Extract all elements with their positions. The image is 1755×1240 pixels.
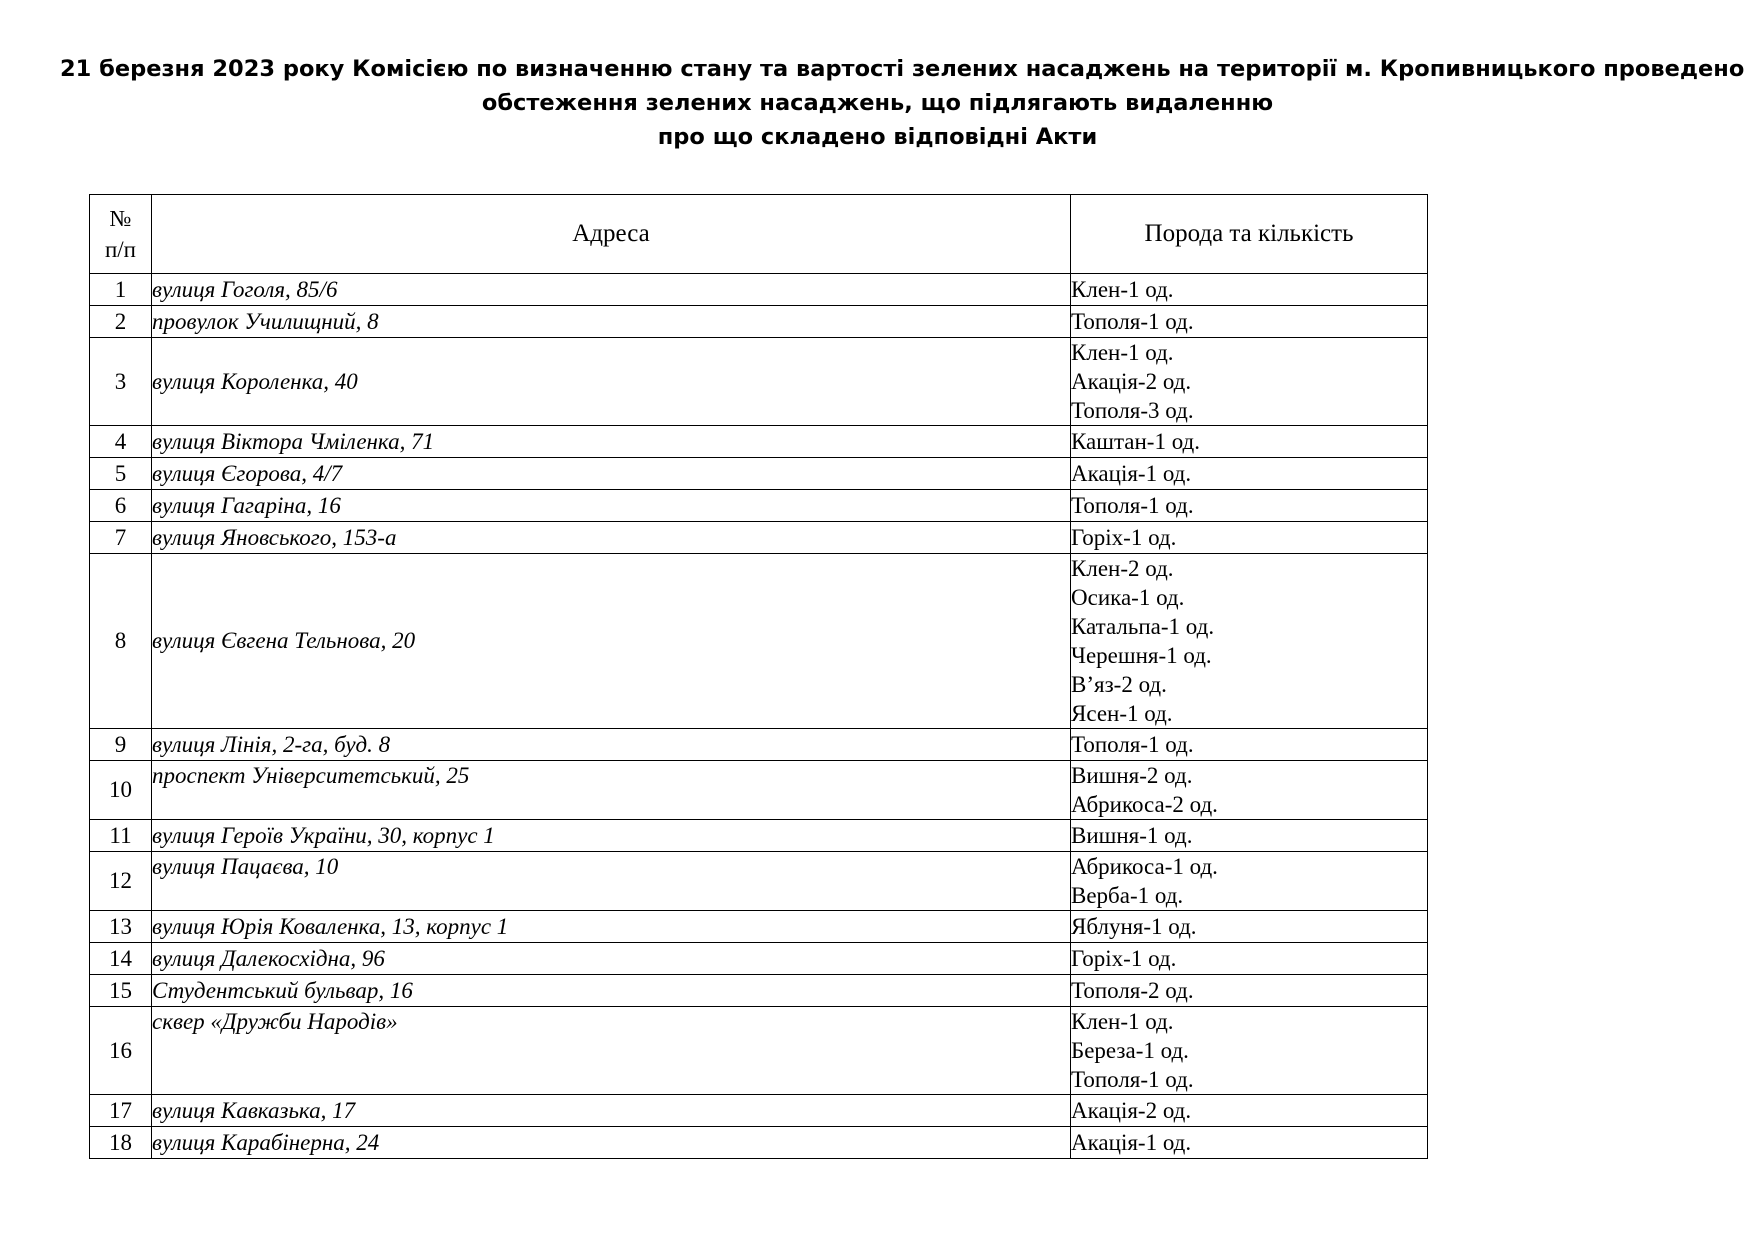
species-entry: Осика-1 од.: [1071, 585, 1185, 610]
row-species: [1071, 1127, 1428, 1159]
row-species: [1071, 1095, 1428, 1127]
row-number: 6: [90, 490, 152, 522]
row-address: вулиця Далекосхідна, 96: [152, 943, 1071, 975]
species-entry: Тополя-1 од.: [1071, 1067, 1194, 1092]
species-entry: Катальпа-1 од.: [1071, 614, 1215, 639]
table-row: [90, 820, 1428, 852]
row-number: 10: [90, 761, 152, 820]
species-entry: Акація-1 од.: [1071, 1130, 1192, 1155]
table-row: [90, 1095, 1428, 1127]
row-number: 18: [90, 1127, 152, 1159]
species-entry: Верба-1 од.: [1071, 883, 1184, 908]
row-species: [1071, 975, 1428, 1007]
table-row: [90, 306, 1428, 338]
row-number: 2: [90, 306, 152, 338]
species-entry: Клен-1 од.: [1071, 1009, 1174, 1034]
species-entry: Черешня-1 од.: [1071, 643, 1212, 668]
row-species: [1071, 306, 1428, 338]
row-address: вулиця Лінія, 2-га, буд. 8: [152, 729, 1071, 761]
species-entry: Клен-2 од.: [1071, 556, 1174, 581]
row-number: 4: [90, 426, 152, 458]
row-address: вулиця Юрія Коваленка, 13, корпус 1: [152, 911, 1071, 943]
row-address: вулиця Гоголя, 85/6: [152, 274, 1071, 306]
row-species: [1071, 820, 1428, 852]
column-header-address: Адреса: [152, 195, 1071, 274]
row-address: вулиця Короленка, 40: [152, 338, 1071, 426]
species-entry: Акація-2 од.: [1071, 1098, 1192, 1123]
row-number: 1: [90, 274, 152, 306]
row-species: [1071, 426, 1428, 458]
species-entry: Клен-1 од.: [1071, 277, 1174, 302]
row-species: [1071, 1007, 1428, 1095]
acts-table: [89, 194, 1428, 1159]
row-number: 14: [90, 943, 152, 975]
document-heading: [60, 52, 1745, 154]
table-row: [90, 458, 1428, 490]
row-address: Студентський бульвар, 16: [152, 975, 1071, 1007]
table-row: [90, 490, 1428, 522]
species-entry: В’яз-2 од.: [1071, 672, 1167, 697]
row-species: [1071, 852, 1428, 911]
table-row: [90, 338, 1428, 426]
species-entry: Горіх-1 од.: [1071, 946, 1177, 971]
row-address: сквер «Дружби Народів»: [152, 1007, 1071, 1095]
table-row: [90, 852, 1428, 911]
species-entry: Тополя-2 од.: [1071, 978, 1194, 1003]
table-row: [90, 911, 1428, 943]
column-header-number-symbol: №: [109, 206, 132, 231]
row-number: 9: [90, 729, 152, 761]
table-row: [90, 1127, 1428, 1159]
species-entry: Береза-1 од.: [1071, 1038, 1189, 1063]
table-row: [90, 274, 1428, 306]
column-header-number-abbr: п/п: [104, 237, 136, 262]
row-address: вулиця Євгена Тельнова, 20: [152, 554, 1071, 729]
row-number: 13: [90, 911, 152, 943]
species-entry: Тополя-1 од.: [1071, 732, 1194, 757]
species-entry: Тополя-1 од.: [1071, 493, 1194, 518]
table-row: [90, 729, 1428, 761]
row-species: [1071, 522, 1428, 554]
species-entry: Акація-2 од.: [1071, 369, 1192, 394]
row-species: [1071, 458, 1428, 490]
row-number: 12: [90, 852, 152, 911]
row-number: 17: [90, 1095, 152, 1127]
row-number: 11: [90, 820, 152, 852]
row-address: проспект Університетський, 25: [152, 761, 1071, 820]
table-row: [90, 1007, 1428, 1095]
species-entry: Яблуня-1 од.: [1071, 914, 1197, 939]
row-address: провулок Училищний, 8: [152, 306, 1071, 338]
row-species: [1071, 761, 1428, 820]
row-species: [1071, 274, 1428, 306]
row-number: 16: [90, 1007, 152, 1095]
row-number: 3: [90, 338, 152, 426]
row-species: [1071, 554, 1428, 729]
table-row: [90, 554, 1428, 729]
table-row: [90, 975, 1428, 1007]
table-row: [90, 522, 1428, 554]
row-number: 7: [90, 522, 152, 554]
heading-line-2: обстеження зелених насаджень, що підлягають видаленню: [481, 90, 1274, 116]
table-row: [90, 761, 1428, 820]
species-entry: Ясен-1 од.: [1071, 701, 1173, 726]
row-address: вулиця Кавказька, 17: [152, 1095, 1071, 1127]
species-entry: Вишня-2 од.: [1071, 763, 1193, 788]
table-header-row: [90, 195, 1428, 274]
row-species: [1071, 943, 1428, 975]
table-row: [90, 943, 1428, 975]
row-address: вулиця Гагаріна, 16: [152, 490, 1071, 522]
row-address: вулиця Героїв України, 30, корпус 1: [152, 820, 1071, 852]
species-entry: Горіх-1 од.: [1071, 525, 1177, 550]
species-entry: Вишня-1 од.: [1071, 823, 1193, 848]
row-number: 5: [90, 458, 152, 490]
row-address: вулиця Карабінерна, 24: [152, 1127, 1071, 1159]
row-address: вулиця Пацаєва, 10: [152, 852, 1071, 911]
species-entry: Тополя-1 од.: [1071, 309, 1194, 334]
row-address: вулиця Віктора Чміленка, 71: [152, 426, 1071, 458]
column-header-number: [90, 195, 152, 274]
row-number: 15: [90, 975, 152, 1007]
species-entry: Каштан-1 од.: [1071, 429, 1201, 454]
species-entry: Абрикоса-1 од.: [1071, 854, 1218, 879]
heading-line-3: про що складено відповідні Акти: [657, 124, 1098, 150]
row-species: [1071, 490, 1428, 522]
row-address: вулиця Єгорова, 4/7: [152, 458, 1071, 490]
row-species: [1071, 729, 1428, 761]
table-row: [90, 426, 1428, 458]
row-species: [1071, 338, 1428, 426]
row-species: [1071, 911, 1428, 943]
row-address: вулиця Яновського, 153-а: [152, 522, 1071, 554]
species-entry: Тополя-3 од.: [1071, 398, 1194, 423]
species-entry: Акація-1 од.: [1071, 461, 1192, 486]
species-entry: Клен-1 од.: [1071, 340, 1174, 365]
column-header-species: Порода та кількість: [1071, 195, 1428, 274]
table-body: [90, 274, 1428, 1159]
heading-line-1: 21 березня 2023 року Комісією по визначенню стану та вартості зелених насаджень на території м. Кропивницького проведено: [60, 56, 1745, 82]
row-number: 8: [90, 554, 152, 729]
species-entry: Абрикоса-2 од.: [1071, 792, 1218, 817]
